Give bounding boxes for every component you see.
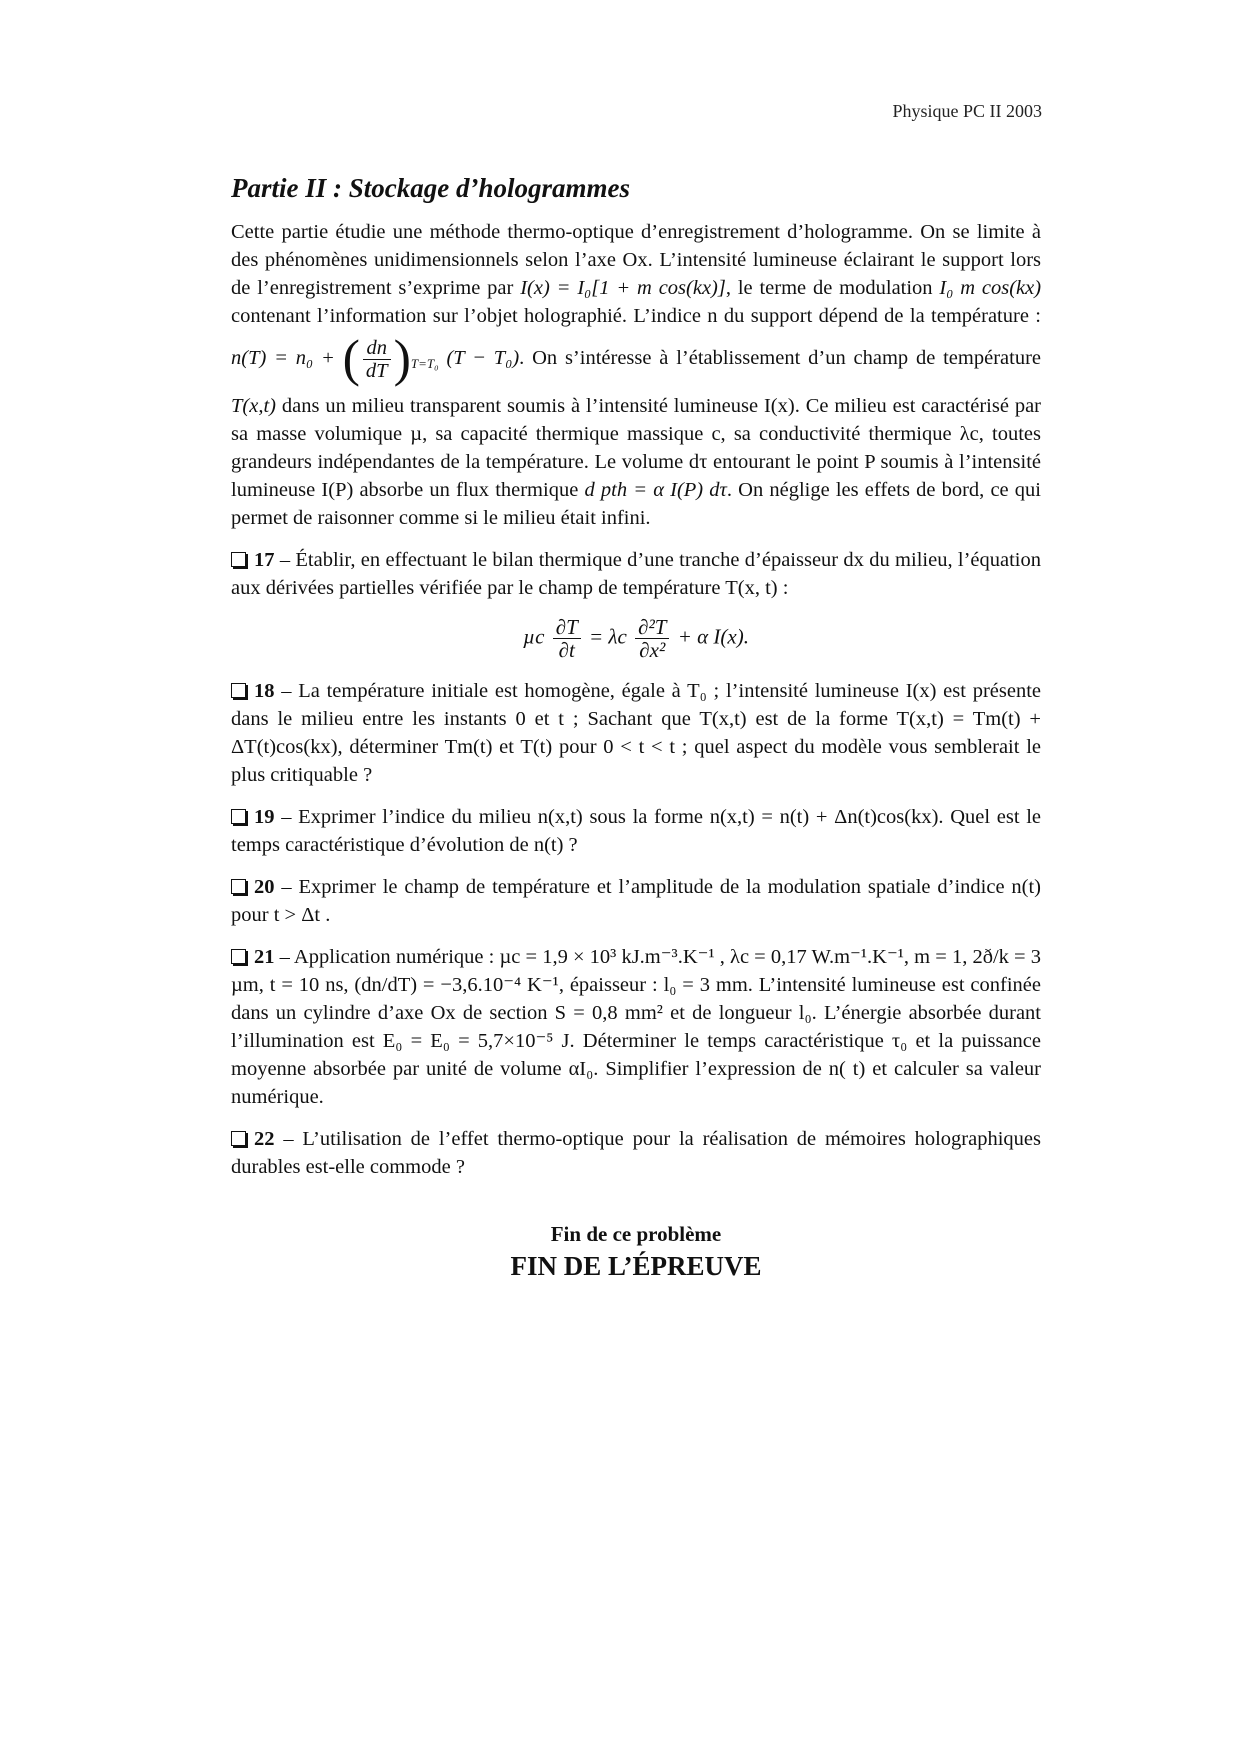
- question-number: 17: [254, 549, 275, 571]
- intro-text-5: dans un milieu transparent soumis à l’intensité lumineuse I(x). Ce milieu est caractérisé par sa masse volumique µ, sa capacité thermique massique c, sa conductivité thermique λc, toutes grandeurs indépendantes de la température. Le volume dτ entourant le point P soumis à l’intensité lumineuse I(P) absorbe un flux thermique: [231, 395, 1041, 501]
- heat-equation: [231, 616, 1041, 661]
- eq-rhs: + α I(x).: [677, 624, 749, 649]
- index-rhs: (T − T₀): [446, 347, 520, 369]
- intensity-equation: I(x) = I₀[1 + m cos(kx)]: [520, 277, 726, 299]
- paren-open: (: [342, 330, 360, 388]
- eq-f1-den: ∂t: [558, 638, 575, 662]
- intro-text-1: Cette partie étudie une méthode thermo-optique d’enregistrement d’hologramme. On se limite à des phénomènes unidimensionnels selon l’axe Ox. L’intensité lumineuse éclairant le support lors de l’enregistrement s’exprime par: [231, 221, 1041, 299]
- question-17: [231, 546, 1041, 602]
- checkbox-icon: [231, 1131, 246, 1146]
- frac-num: dn: [363, 337, 391, 360]
- index-lhs: n(T) = n₀ +: [231, 347, 335, 369]
- index-equation: [231, 330, 520, 388]
- intro-text-4: . On s’intéresse à l’établissement d’un champ de température: [519, 347, 1041, 369]
- question-number: 18: [254, 680, 275, 702]
- question-text: – Exprimer l’indice du milieu n(x,t) sous la forme n(x,t) = n(t) + Δn(t)cos(kx). Quel est le temps caractéristique d’évolution de n(t) ?: [231, 806, 1041, 856]
- eq-f2-num: ∂²T: [635, 616, 669, 639]
- question-number: 21: [254, 946, 275, 968]
- checkbox-icon: [231, 949, 246, 964]
- question-22: [231, 1125, 1041, 1181]
- temperature-field: T(x,t): [231, 395, 276, 417]
- question-text: – Exprimer le champ de température et l’amplitude de la modulation spatiale d’indice n(t) pour t > Δt .: [231, 876, 1041, 926]
- eq-f1-num: ∂T: [553, 616, 581, 639]
- checkbox-icon: [231, 552, 246, 567]
- question-text: – Application numérique : µc = 1,9 × 10³ kJ.m⁻³.K⁻¹ , λc = 0,17 W.m⁻¹.K⁻¹, m = 1, 2ð/k = 3 µm, t = 10 ns, (dn/dT) = −3,6.10⁻⁴ K⁻¹, épaisseur : l₀ = 3 mm. L’intensité lumineuse est confinée dans un cylindre d’axe Ox de section S = 0,8 mm² et de longueur l₀. L’énergie absorbée durant l’illumination est E₀ = E₀ = 5,7×10⁻⁵ J. Déterminer le temps caractéristique τ₀ et la puissance moyenne absorbée par unité de volume αI₀. Simplifier l’expression de n( t) et calculer sa valeur numérique.: [231, 946, 1042, 1108]
- end-block: [231, 1219, 1041, 1283]
- document-body: [231, 170, 1041, 1283]
- eq-lhs: µc: [523, 624, 545, 649]
- question-text: – La température initiale est homogène, égale à T₀ ; l’intensité lumineuse I(x) est présente dans le milieu entre les instants 0 et t ; Sachant que T(x,t) est de la forme T(x,t) = Tm(t) + ΔT(t)cos(kx), déterminer Tm(t) et T(t) pour 0 < t < t ; quel aspect du modèle vous semblerait le plus critiquable ?: [231, 680, 1041, 786]
- question-number: 20: [254, 876, 275, 898]
- intro-text-2: , le terme de modulation: [725, 277, 933, 299]
- modulation-term: I₀ m cos(kx): [939, 277, 1042, 299]
- eq-mid: = λc: [589, 624, 627, 649]
- end-of-problem: Fin de ce problème: [550, 1222, 722, 1246]
- question-text: – L’utilisation de l’effet thermo-optique pour la réalisation de mémoires holographiques durables est-elle commode ?: [231, 1128, 1042, 1178]
- question-text: – Établir, en effectuant le bilan thermique d’une tranche d’épaisseur dx du milieu, l’équation aux dérivées partielles vérifiée par le champ de température T(x, t) :: [231, 549, 1041, 599]
- flux-equation: d pth = α I(P) dτ: [584, 479, 727, 501]
- eq-fraction-1: [553, 616, 581, 661]
- end-of-exam: FIN DE L’ÉPREUVE: [510, 1251, 762, 1281]
- page-header: Physique PC II 2003: [892, 101, 1042, 121]
- checkbox-icon: [231, 879, 246, 894]
- question-19: [231, 803, 1041, 859]
- intro-text-3: contenant l’information sur l’objet holographié. L’indice n du support dépend de la température :: [231, 305, 1041, 327]
- intro-paragraph: [231, 218, 1041, 532]
- section-title: Partie II : Stockage d’hologrammes: [231, 173, 630, 203]
- question-18: [231, 677, 1041, 789]
- question-number: 22: [254, 1128, 275, 1150]
- frac-den: dT: [365, 359, 388, 382]
- eq-fraction-2: [635, 616, 669, 661]
- frac-subscript: T=T₀: [410, 356, 439, 371]
- intro-text-6: . On néglige les effets de bord, ce qui permet de raisonner comme si le milieu était infini.: [231, 479, 1042, 529]
- dn-dT-fraction: [363, 337, 391, 382]
- question-number: 19: [254, 806, 275, 828]
- question-20: [231, 873, 1041, 929]
- paren-close: ): [393, 330, 411, 388]
- eq-f2-den: ∂x²: [639, 638, 666, 662]
- checkbox-icon: [231, 683, 246, 698]
- question-21: [231, 943, 1041, 1111]
- checkbox-icon: [231, 809, 246, 824]
